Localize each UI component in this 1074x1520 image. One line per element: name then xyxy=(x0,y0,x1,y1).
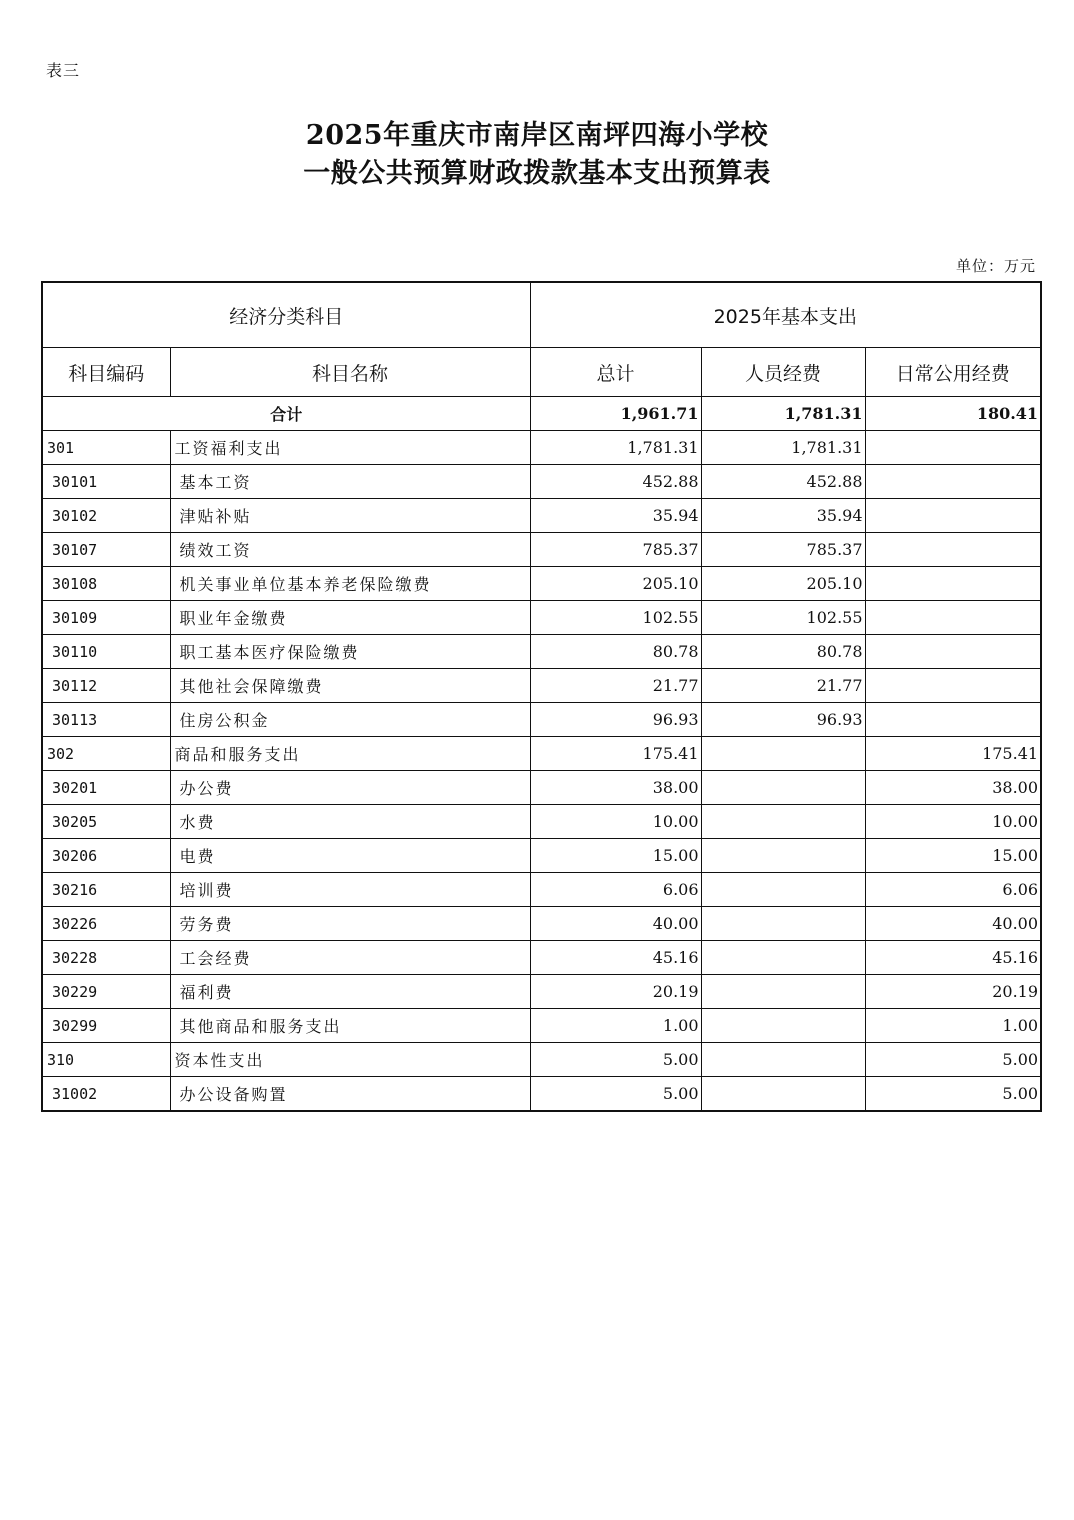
row-total: 80.78 xyxy=(530,635,701,669)
row-public: 175.41 xyxy=(865,737,1041,771)
row-public: 40.00 xyxy=(865,907,1041,941)
table-row xyxy=(42,1009,1041,1043)
table-row xyxy=(42,907,1041,941)
total-public: 180.41 xyxy=(865,397,1041,431)
row-total: 10.00 xyxy=(530,805,701,839)
row-name: 办公费 xyxy=(170,771,530,805)
row-public xyxy=(865,431,1041,465)
row-personnel: 785.37 xyxy=(701,533,865,567)
row-code: 30299 xyxy=(42,1009,170,1043)
row-public xyxy=(865,703,1041,737)
row-personnel: 205.10 xyxy=(701,567,865,601)
unit-label: 单位：万元 xyxy=(955,257,1036,275)
row-name: 津贴补贴 xyxy=(170,499,530,533)
row-total: 102.55 xyxy=(530,601,701,635)
total-row xyxy=(42,397,1041,431)
row-public xyxy=(865,499,1041,533)
header-economic-category: 经济分类科目 xyxy=(42,282,530,348)
page-title-line-2: 一般公共预算财政拨款基本支出预算表 xyxy=(303,158,771,189)
row-public: 20.19 xyxy=(865,975,1041,1009)
row-name: 水费 xyxy=(170,805,530,839)
row-code: 30216 xyxy=(42,873,170,907)
row-personnel xyxy=(701,941,865,975)
row-code: 301 xyxy=(42,431,170,465)
row-personnel: 1,781.31 xyxy=(701,431,865,465)
row-code: 30226 xyxy=(42,907,170,941)
row-total: 1.00 xyxy=(530,1009,701,1043)
row-name: 资本性支出 xyxy=(170,1043,530,1077)
row-public: 15.00 xyxy=(865,839,1041,873)
row-personnel: 96.93 xyxy=(701,703,865,737)
table-row xyxy=(42,499,1041,533)
row-total: 40.00 xyxy=(530,907,701,941)
row-personnel xyxy=(701,771,865,805)
header-code: 科目编码 xyxy=(42,348,170,397)
row-code: 30112 xyxy=(42,669,170,703)
row-name: 其他商品和服务支出 xyxy=(170,1009,530,1043)
table-row xyxy=(42,431,1041,465)
table-row xyxy=(42,941,1041,975)
row-name: 住房公积金 xyxy=(170,703,530,737)
row-personnel xyxy=(701,1043,865,1077)
row-name: 福利费 xyxy=(170,975,530,1009)
budget-table xyxy=(41,281,1042,1112)
row-public: 45.16 xyxy=(865,941,1041,975)
row-code: 30101 xyxy=(42,465,170,499)
row-total: 5.00 xyxy=(530,1077,701,1112)
table-row xyxy=(42,703,1041,737)
row-code: 30228 xyxy=(42,941,170,975)
row-total: 15.00 xyxy=(530,839,701,873)
row-personnel xyxy=(701,907,865,941)
row-name: 职业年金缴费 xyxy=(170,601,530,635)
row-public: 6.06 xyxy=(865,873,1041,907)
header-personnel: 人员经费 xyxy=(701,348,865,397)
row-code: 30229 xyxy=(42,975,170,1009)
table-row xyxy=(42,873,1041,907)
row-total: 1,781.31 xyxy=(530,431,701,465)
row-name: 职工基本医疗保险缴费 xyxy=(170,635,530,669)
table-row xyxy=(42,1077,1041,1112)
table-row xyxy=(42,533,1041,567)
row-personnel: 102.55 xyxy=(701,601,865,635)
row-personnel xyxy=(701,737,865,771)
row-name: 基本工资 xyxy=(170,465,530,499)
row-personnel: 21.77 xyxy=(701,669,865,703)
header-total: 总计 xyxy=(530,348,701,397)
row-name: 办公设备购置 xyxy=(170,1077,530,1112)
row-code: 30205 xyxy=(42,805,170,839)
header-name: 科目名称 xyxy=(170,348,530,397)
row-code: 30110 xyxy=(42,635,170,669)
table-row xyxy=(42,465,1041,499)
row-public xyxy=(865,533,1041,567)
table-row xyxy=(42,771,1041,805)
row-total: 5.00 xyxy=(530,1043,701,1077)
row-code: 30108 xyxy=(42,567,170,601)
row-personnel: 452.88 xyxy=(701,465,865,499)
table-row xyxy=(42,975,1041,1009)
row-name: 机关事业单位基本养老保险缴费 xyxy=(170,567,530,601)
row-name: 劳务费 xyxy=(170,907,530,941)
row-name: 电费 xyxy=(170,839,530,873)
row-total: 452.88 xyxy=(530,465,701,499)
row-public xyxy=(865,635,1041,669)
row-public xyxy=(865,669,1041,703)
total-label: 合计 xyxy=(42,397,530,431)
row-personnel: 80.78 xyxy=(701,635,865,669)
row-personnel xyxy=(701,805,865,839)
row-total: 175.41 xyxy=(530,737,701,771)
row-name: 商品和服务支出 xyxy=(170,737,530,771)
table-row xyxy=(42,839,1041,873)
row-personnel xyxy=(701,975,865,1009)
table-row xyxy=(42,669,1041,703)
row-public xyxy=(865,567,1041,601)
row-code: 302 xyxy=(42,737,170,771)
row-total: 6.06 xyxy=(530,873,701,907)
row-total: 96.93 xyxy=(530,703,701,737)
row-code: 30102 xyxy=(42,499,170,533)
row-personnel xyxy=(701,1077,865,1112)
row-total: 785.37 xyxy=(530,533,701,567)
header-basic-expenditure: 2025年基本支出 xyxy=(530,282,1041,348)
row-personnel xyxy=(701,839,865,873)
row-code: 30107 xyxy=(42,533,170,567)
row-name: 绩效工资 xyxy=(170,533,530,567)
row-total: 21.77 xyxy=(530,669,701,703)
row-code: 310 xyxy=(42,1043,170,1077)
table-row xyxy=(42,601,1041,635)
row-personnel: 35.94 xyxy=(701,499,865,533)
header-public: 日常公用经费 xyxy=(865,348,1041,397)
table-row xyxy=(42,635,1041,669)
row-total: 38.00 xyxy=(530,771,701,805)
row-name: 其他社会保障缴费 xyxy=(170,669,530,703)
row-public xyxy=(865,465,1041,499)
total-total: 1,961.71 xyxy=(530,397,701,431)
row-total: 35.94 xyxy=(530,499,701,533)
table-row xyxy=(42,1043,1041,1077)
table-row xyxy=(42,567,1041,601)
row-public: 1.00 xyxy=(865,1009,1041,1043)
row-public: 10.00 xyxy=(865,805,1041,839)
row-personnel xyxy=(701,1009,865,1043)
table-number-label: 表三 xyxy=(46,61,81,80)
row-name: 培训费 xyxy=(170,873,530,907)
page-title-line-1: 2025年重庆市南岸区南坪四海小学校 xyxy=(305,120,769,151)
table-row xyxy=(42,805,1041,839)
row-total: 205.10 xyxy=(530,567,701,601)
row-public: 38.00 xyxy=(865,771,1041,805)
row-code: 30109 xyxy=(42,601,170,635)
row-public: 5.00 xyxy=(865,1043,1041,1077)
row-code: 31002 xyxy=(42,1077,170,1112)
row-name: 工资福利支出 xyxy=(170,431,530,465)
header-group-row xyxy=(42,282,1041,348)
row-total: 20.19 xyxy=(530,975,701,1009)
row-code: 30113 xyxy=(42,703,170,737)
row-public: 5.00 xyxy=(865,1077,1041,1112)
row-public xyxy=(865,601,1041,635)
total-personnel: 1,781.31 xyxy=(701,397,865,431)
header-column-row xyxy=(42,348,1041,397)
row-name: 工会经费 xyxy=(170,941,530,975)
row-code: 30201 xyxy=(42,771,170,805)
row-code: 30206 xyxy=(42,839,170,873)
row-personnel xyxy=(701,873,865,907)
table-row xyxy=(42,737,1041,771)
row-total: 45.16 xyxy=(530,941,701,975)
